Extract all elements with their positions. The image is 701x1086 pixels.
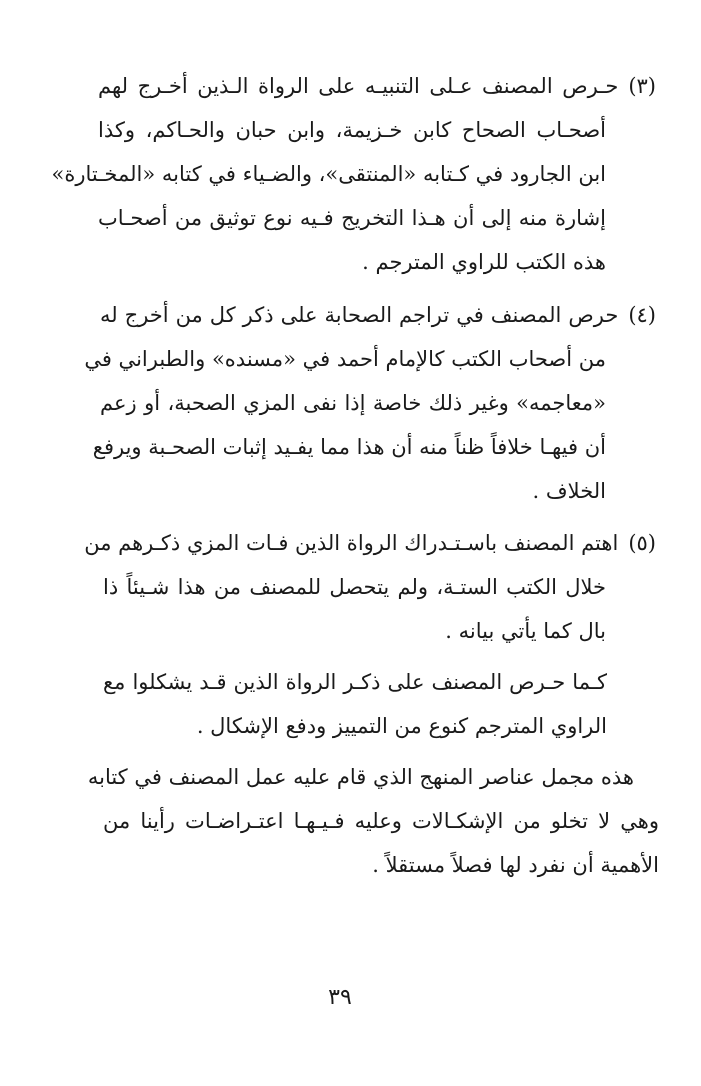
item-number: (٣) (628, 74, 656, 98)
paragraph-line: إشارة منه إلى أن هـذا التخريج فـيه نوع توثيق من أصحـاب (98, 206, 606, 230)
paragraph-line: بال كما يأتي بيانه . (445, 619, 606, 643)
line-text: حـرص المصنف عـلى التنبيـه على الرواة الـذين أخـرج لهم (98, 74, 619, 98)
paragraph-line: أصحـاب الصحاح كابن خـزيمة، وابن حبان والحـاكم، وكذا (98, 118, 606, 142)
paragraph-summary (87, 755, 659, 887)
page-number: ٣٩ (328, 985, 352, 1010)
paragraph-line: الأهمية أن نفرد لها فصلاً مستقلاً . (372, 853, 659, 877)
paragraph-note (103, 660, 657, 748)
paragraph-line: هذه الكتب للراوي المترجم . (362, 250, 606, 274)
paragraph-line: «معاجمه» وغير ذلك خاصة إذا نفى المزي الصحبة، أو زعم (100, 391, 606, 415)
paragraph-item-5 (84, 521, 656, 653)
paragraph-line: من أصحاب الكتب كالإمام أحمد في «مسنده» والطبراني في (84, 347, 606, 371)
paragraph-item-3 (51, 64, 656, 284)
line-text: حرص المصنف في تراجم الصحابة على ذكر كل من أخرج له (100, 303, 619, 327)
paragraph-line: هذه مجمل عناصر المنهج الذي قام عليه عمل المصنف في كتابه (87, 765, 634, 789)
paragraph-line: ابن الجارود في كـتابه «المنتقى»، والضـياء في كتابه «المخـتارة» (51, 162, 606, 186)
paragraph-line: أن فيهـا خلافاً ظناً منه أن هذا مما يفـيد إثبات الصحـبة ويرفع (92, 435, 606, 459)
paragraph-line: وهي لا تخلو من الإشكـالات وعليه فـيـهـا اعتـراضـات رأينا من (103, 809, 659, 833)
item-number: (٤) (628, 303, 656, 327)
paragraph-line: خلال الكتب الستـة، ولم يتحصل للمصنف من هذا شـيئاً ذا (103, 575, 606, 599)
line-text: اهتم المصنف باسـتـدراك الرواة الذين فـات المزي ذكـرهم من (84, 531, 619, 555)
paragraph-line (98, 64, 656, 108)
paragraph-line (100, 293, 656, 337)
paragraph-line (84, 521, 656, 565)
item-number: (٥) (628, 531, 656, 555)
paragraph-item-4 (84, 293, 656, 513)
paragraph-line: الخلاف . (532, 479, 606, 503)
paragraph-line: كـما حـرص المصنف على ذكـر الرواة الذين قـد يشكلوا مع (103, 670, 607, 694)
paragraph-line: الراوي المترجم كنوع من التمييز ودفع الإشكال . (196, 714, 607, 738)
